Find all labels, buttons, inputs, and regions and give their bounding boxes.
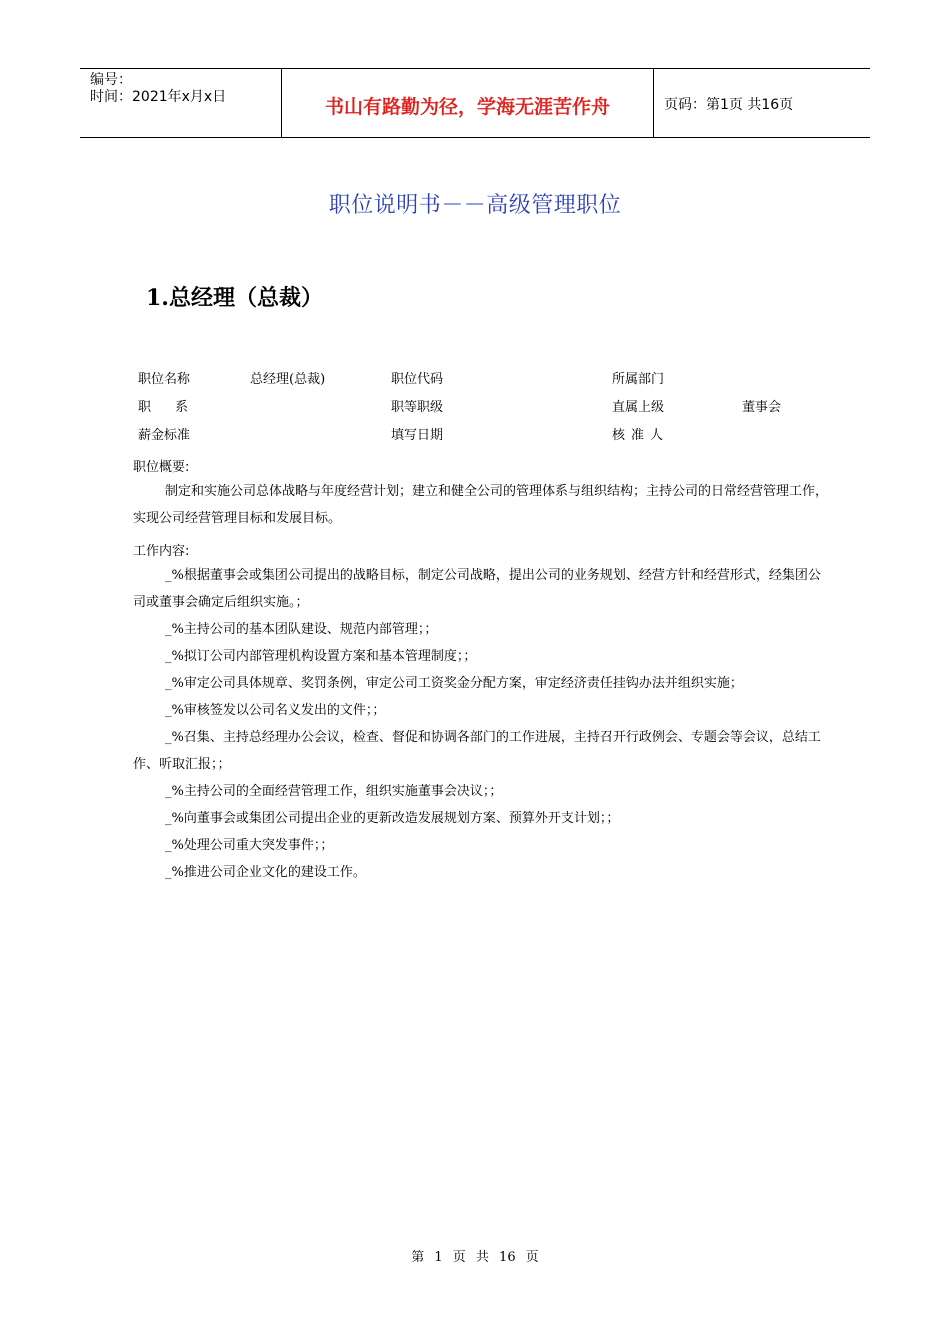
info-row (0, 368, 950, 396)
grade-label: 职等职级 (391, 400, 444, 415)
section-heading: 1.总经理（总裁） (146, 285, 323, 311)
header-meta (80, 69, 282, 137)
info-row (0, 396, 950, 424)
list-item: _%根据董事会或集团公司提出的战略目标，制定公司战略，提出公司的业务规划、经营方针和经营形式，经集团公司或董事会确定后组织实施。； (133, 568, 821, 610)
duties-heading: 工作内容: (133, 544, 190, 559)
salary-label: 薪金标准 (138, 428, 191, 443)
page-header (80, 68, 870, 138)
position-name-label: 职位名称 (138, 372, 191, 387)
summary-heading: 职位概要: (133, 460, 190, 475)
page-footer: 第 1 页 共 16 页 (411, 1250, 539, 1265)
list-item: _%召集、主持总经理办公会议，检查、督促和协调各部门的工作进展，主持召开行政例会、专题会等会议，总结工作、听取汇报；； (133, 730, 821, 772)
list-item: _%审核签发以公司名义发出的文件；； (165, 703, 386, 718)
position-info-grid (0, 368, 950, 452)
list-item: _%审定公司具体规章、奖罚条例，审定公司工资奖金分配方案，审定经济责任挂钩办法并组织实施； (165, 676, 743, 691)
number-label: 编号： (90, 72, 132, 88)
list-item: _%拟订公司内部管理机构设置方案和基本管理制度；； (165, 649, 477, 664)
duties-list (133, 562, 833, 886)
summary-text: 制定和实施公司总体战略与年度经营计划；建立和健全公司的管理体系与组织结构；主持公司的日常经营管理工作，实现公司经营管理目标和发展目标。 (133, 484, 829, 526)
info-row (0, 424, 950, 452)
department-label: 所属部门 (612, 372, 665, 387)
list-item: _%推进公司企业文化的建设工作。 (165, 865, 366, 880)
document-title: 职位说明书－－高级管理职位 (328, 193, 622, 218)
fill-date-label: 填写日期 (391, 428, 444, 443)
list-item: _%主持公司的基本团队建设、规范内部管理；； (165, 622, 438, 637)
superior-label: 直属上级 (612, 400, 665, 415)
date-label: 时间：2021年x月x日 (90, 89, 227, 105)
position-name-value: 总经理(总裁) (250, 372, 326, 387)
position-code-label: 职位代码 (391, 372, 444, 387)
header-motto: 书山有路勤为径，学海无涯苦作舟 (282, 69, 654, 137)
list-item: _%处理公司重大突发事件；； (165, 838, 334, 853)
approver-label: 核准人 (612, 428, 670, 443)
list-item: _%向董事会或集团公司提出企业的更新改造发展规划方案、预算外开支计划；； (165, 811, 620, 826)
series-label: 职系 (138, 400, 213, 415)
list-item: _%主持公司的全面经营管理工作，组织实施董事会决议；； (165, 784, 503, 799)
header-page-info: 页码：第1页 共16页 (664, 97, 794, 113)
superior-value: 董事会 (742, 400, 782, 415)
